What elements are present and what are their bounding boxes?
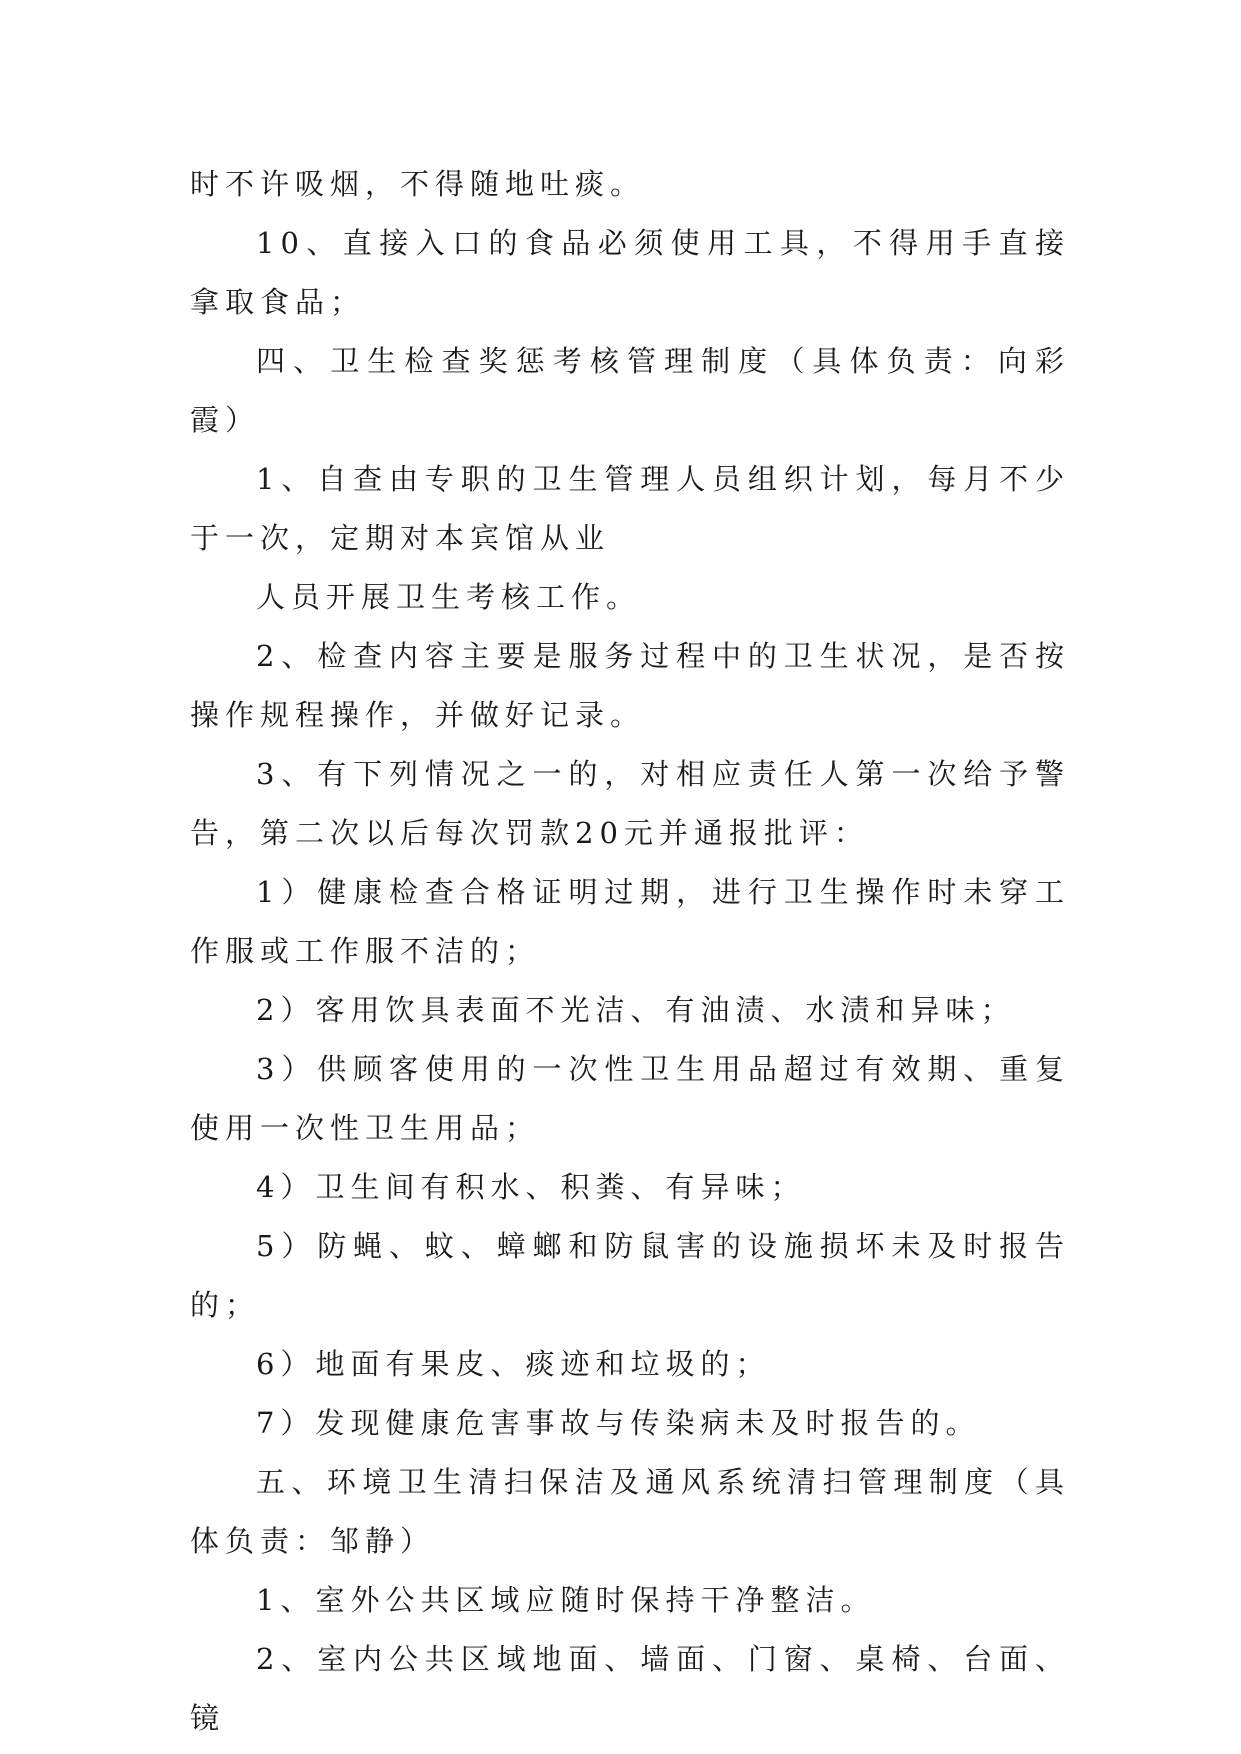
- section-heading: 五、环境卫生清扫保洁及通风系统清扫管理制度（具体负责：邹静）: [190, 1465, 1070, 1558]
- paragraph: 2、检查内容主要是服务过程中的卫生状况，是否按操作规程操作，并做好记录。: [190, 639, 1070, 732]
- paragraph: 1、自查由专职的卫生管理人员组织计划，每月不少于一次，定期对本宾馆从业: [190, 462, 1070, 555]
- paragraph: 1、室外公共区域应随时保持干净整洁。: [256, 1583, 876, 1617]
- list-item: 6）地面有果皮、痰迹和垃圾的；: [256, 1347, 771, 1381]
- section-heading: 四、卫生检查奖惩考核管理制度（具体负责：向彩霞）: [190, 344, 1070, 437]
- paragraph: 3、有下列情况之一的，对相应责任人第一次给予警告，第二次以后每次罚款20元并通报批评：: [190, 757, 1070, 850]
- list-item: 7）发现健康危害事故与传染病未及时报告的。: [256, 1406, 981, 1440]
- list-item: 4）卫生间有积水、积粪、有异味；: [256, 1170, 806, 1204]
- paragraph: 2、室内公共区域地面、墙面、门窗、桌椅、台面、镜: [190, 1642, 1070, 1735]
- document-body: [190, 155, 1070, 1748]
- paragraph: 10、直接入口的食品必须使用工具，不得用手直接拿取食品；: [190, 226, 1070, 319]
- list-item: 3）供顾客使用的一次性卫生用品超过有效期、重复使用一次性卫生用品；: [190, 1052, 1070, 1145]
- paragraph: 时不许吸烟，不得随地吐痰。: [190, 167, 646, 201]
- list-item: 5）防蝇、蚊、蟑螂和防鼠害的设施损坏未及时报告的；: [190, 1229, 1070, 1322]
- list-item: 1）健康检查合格证明过期，进行卫生操作时未穿工作服或工作服不洁的；: [190, 875, 1070, 968]
- paragraph: 人员开展卫生考核工作。: [256, 580, 642, 614]
- list-item: 2）客用饮具表面不光洁、有油渍、水渍和异味；: [256, 993, 1016, 1027]
